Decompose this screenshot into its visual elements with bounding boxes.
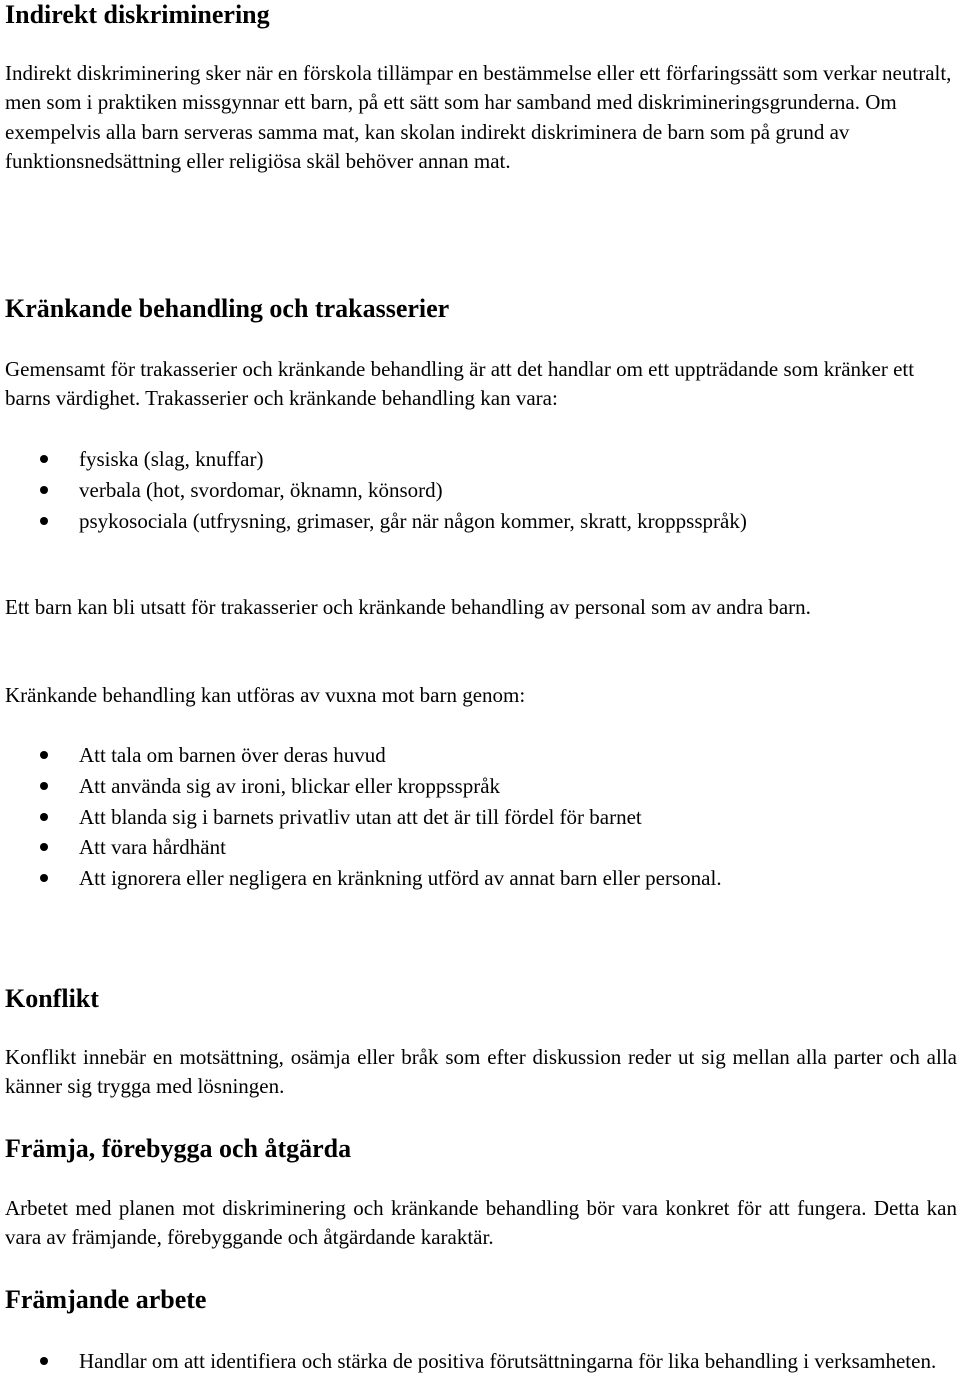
list-item: Handlar om att identifiera och stärka de positiva förutsättningarna för lika behandling i verksamheten. [5, 1346, 957, 1377]
heading-framjande-arbete: Främjande arbete [5, 1285, 207, 1314]
bullet-icon [40, 782, 48, 790]
paragraph-indirekt-diskriminering: Indirekt diskriminering sker när en förskola tillämpar en bestämmelse eller ett förfaringssätt som verkar neutralt, men som i praktiken missgynnar ett barn, på ett sätt som har samband med diskrimineringsgrunderna. Om exempelvis alla barn serveras samma mat, kan skolan indirekt diskriminera de barn som på grund av funktionsnedsättning eller religiösa skäl behöver annan mat. [5, 61, 952, 174]
paragraph-konflikt: Konflikt innebär en motsättning, osämja eller bråk som efter diskussion reder ut sig mellan alla parter och alla känner sig trygga med lösningen. [5, 1045, 957, 1099]
heading-krankande-behandling: Kränkande behandling och trakasserier [5, 294, 450, 323]
list-item: psykosociala (utfrysning, grimaser, går när någon kommer, skratt, kroppsspråk) [5, 506, 957, 537]
heading-framja-forebygga-atgarda: Främja, förebygga och åtgärda [5, 1134, 352, 1163]
paragraph-personal-och-barn: Ett barn kan bli utsatt för trakasserier och kränkande behandling av personal som av andra barn. [5, 595, 811, 619]
bullet-icon [40, 517, 48, 525]
bullet-icon [40, 874, 48, 882]
list-item: Att vara hårdhänt [5, 832, 957, 863]
list-item: Att blanda sig i barnets privatliv utan att det är till fördel för barnet [5, 802, 957, 833]
heading-indirekt-diskriminering: Indirekt diskriminering [5, 0, 270, 29]
heading-konflikt: Konflikt [5, 984, 99, 1013]
bullet-icon [40, 751, 48, 759]
list-framjande-arbete [5, 1346, 957, 1377]
bullet-icon [40, 813, 48, 821]
list-item: Att tala om barnen över deras huvud [5, 740, 957, 771]
list-item: verbala (hot, svordomar, öknamn, könsord) [5, 475, 957, 506]
list-item: Att ignorera eller negligera en kränkning utförd av annat barn eller personal. [5, 863, 957, 894]
bullet-icon [40, 1357, 48, 1365]
paragraph-framja: Arbetet med planen mot diskriminering och kränkande behandling bör vara konkret för att fungera. Detta kan vara av främjande, förebyggande och åtgärdande karaktär. [5, 1196, 957, 1250]
list-trakasserier-typer [5, 444, 957, 536]
bullet-icon [40, 843, 48, 851]
list-vuxna-handlingar [5, 740, 957, 894]
paragraph-krankande-intro: Gemensamt för trakasserier och kränkande behandling är att det handlar om ett uppträdande som kränker ett barns värdighet. Trakasserier och kränkande behandling kan vara: [5, 357, 915, 411]
list-item: fysiska (slag, knuffar) [5, 444, 957, 475]
paragraph-vuxna-mot-barn: Kränkande behandling kan utföras av vuxna mot barn genom: [5, 683, 526, 707]
bullet-icon [40, 486, 48, 494]
list-item: Att använda sig av ironi, blickar eller kroppsspråk [5, 771, 957, 802]
bullet-icon [40, 455, 48, 463]
